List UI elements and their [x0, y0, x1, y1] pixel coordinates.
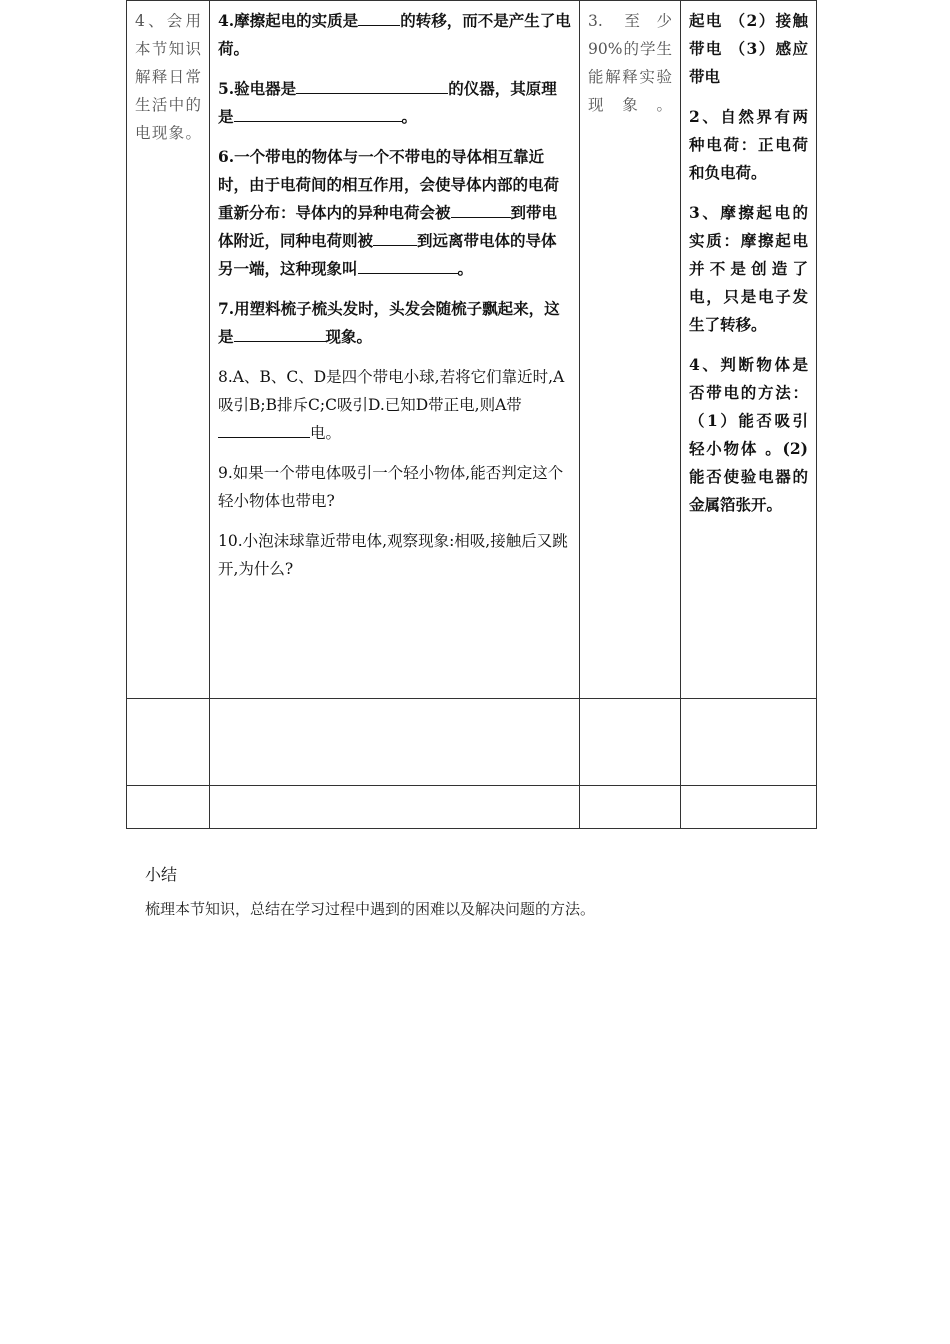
summary-title: 小结 [145, 865, 178, 884]
empty-cell [681, 786, 817, 829]
question-10: 10.小泡沫球靠近带电体,观察现象:相吸,接触后又跳开,为什么? [218, 532, 568, 578]
lesson-table [126, 0, 817, 829]
answers-cell [681, 1, 817, 699]
empty-cell [210, 699, 580, 786]
questions-cell [210, 1, 580, 699]
answer-item: 3、摩擦起电的实质：摩擦起电并不是创造了电，只是电子发生了转移。 [689, 203, 808, 334]
goal-text: 4、会用本节知识解释日常生活中的电现象。 [135, 12, 201, 142]
table-row [127, 786, 817, 829]
answer-item: 4、判断物体是否带电的方法：（1）能否吸引轻小物体 。(2)能否使验电器的金属箔张开。 [689, 355, 808, 514]
evaluation-text: 3. 至少90%的学生能解释实验现象。 [588, 12, 672, 114]
question-8: 8.A、B、C、D是四个带电小球,若将它们靠近时,A吸引B;B排斥C;C吸引D.已知D带正电,则A带电。 [218, 368, 565, 442]
question-5: 5.验电器是 的仪器，其原理是 。 [218, 75, 571, 131]
goal-cell [127, 1, 210, 699]
question-7: 7.用塑料梳子梳头发时，头发会随梳子飘起来，这是 现象。 [218, 299, 560, 346]
answer-item: 2、自然界有两种电荷：正电荷和负电荷。 [689, 107, 808, 182]
evaluation-cell [580, 1, 681, 699]
empty-cell [580, 699, 681, 786]
empty-cell [127, 699, 210, 786]
answer-item: 起电 （2）接触带电 （3）感应带电 [689, 11, 808, 86]
question-9: 9.如果一个带电体吸引一个轻小物体,能否判定这个轻小物体也带电? [218, 464, 564, 510]
summary-body: 梳理本节知识，总结在学习过程中遇到的困难以及解决问题的方法。 [145, 900, 596, 918]
table-row [127, 1, 817, 699]
empty-cell [210, 786, 580, 829]
table-row [127, 699, 817, 786]
question-4: 4.摩擦起电的实质是 的转移，而不是产生了电荷。 [218, 7, 571, 63]
empty-cell [127, 786, 210, 829]
empty-cell [681, 699, 817, 786]
question-6: 6.一个带电的物体与一个不带电的导体相互靠近时，由于电荷间的相互作用，会使导体内部的电荷重新分布：导体内的异种电荷会被 到带电体附近，同种电荷则被 到远离带电体的导体另一端，这种现象叫 。 [218, 147, 560, 278]
empty-cell [580, 786, 681, 829]
